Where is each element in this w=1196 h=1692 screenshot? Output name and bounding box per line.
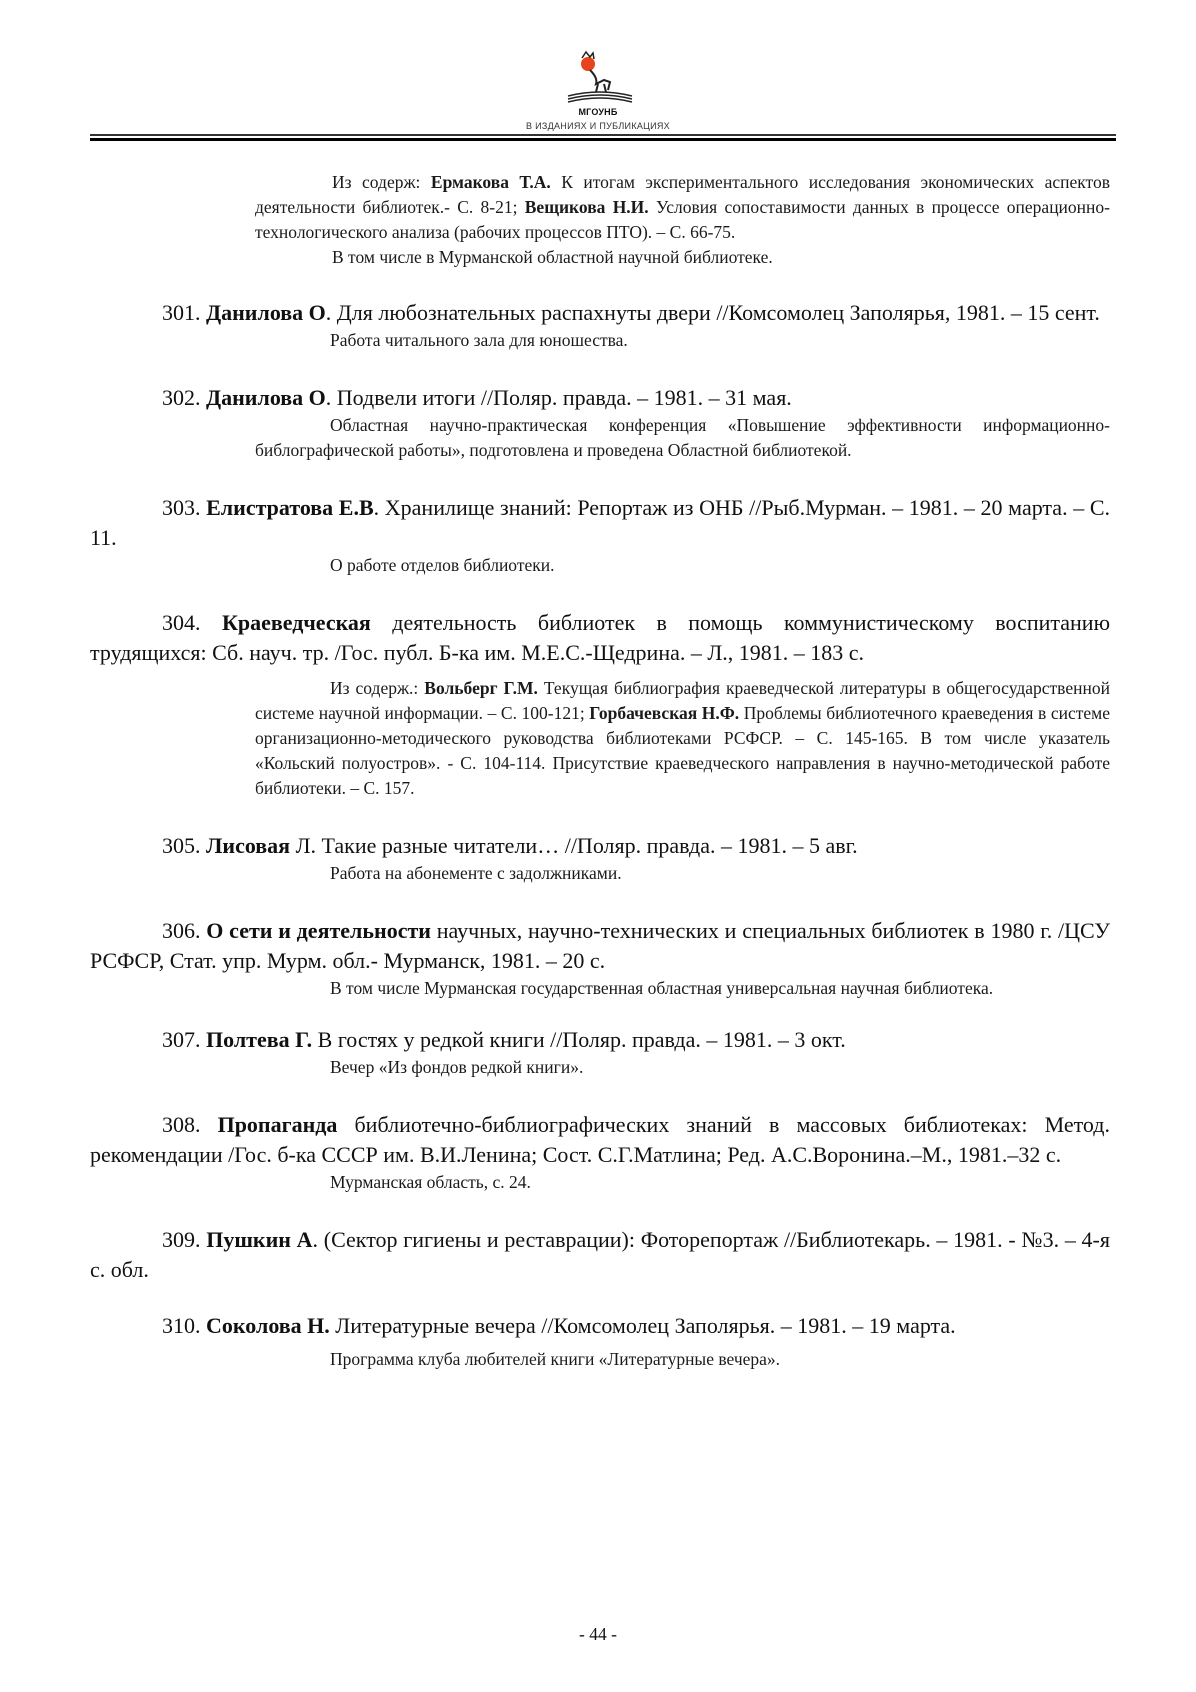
entry-text: деятельность библиотек в помощь коммунистическому воспитанию трудящихся: Сб. науч. тр. /Гос. публ. Б-ка им. М.Е.С.-Щедрина. – Л., 1981. – 183 с. [90,610,1111,665]
page-content [90,170,1110,1372]
bibliography-entry [90,831,1110,886]
bibliography-entry [90,298,1110,353]
entry-number: 307. [162,1027,201,1052]
entry-text: . Подвели итоги //Поляр. правда. – 1981. – 31 мая. [325,385,792,410]
entry-note: Областная научно-практическая конференция «Повышение эффективности информационно-библографической работы», подготовлена и проведена Областной библиотекой. [255,415,1110,460]
bibliography-entry [90,493,1110,578]
entry-number: 310. [162,1313,201,1338]
bibliography-entry [90,1225,1110,1285]
entry-text: Л. Такие разные читатели… //Поляр. правда. – 1981. – 5 авг. [290,833,858,858]
intro-note [255,170,1110,270]
library-logo-icon [560,48,640,108]
note-author: Горбачевская Н.Ф. [589,703,740,723]
bibliography-entry [90,608,1110,801]
bibliography-entry [90,916,1110,1001]
entry-text: библиотечно-библиографических знаний в массовых библиотеках: Метод. рекомендации /Гос. б-ка СССР им. В.И.Ленина; Сост. С.Г.Матлина; Ред. А.С.Воронина.–М., 1981.–32 с. [90,1112,1110,1167]
header-rule-thick [90,138,1116,141]
bibliography-entry [90,1311,1110,1372]
intro-note-line2: В том числе в Мурманской областной научной библиотеке. [332,247,773,267]
entry-number: 306. [162,918,201,943]
entry-author: Соколова Н. [206,1313,330,1338]
entry-note [255,676,1110,801]
note-text: Проблемы библиотечного краеведения в системе организационно-методического руководства библиотеками РСФСР. – С. 145-165. В том числе указатель «Кольский полуостров». - С. 104-114. Присутствие краеведческого направления в научно-методической работе библиотеки. – С. 157. [255,703,1110,798]
note-author: Вольберг Г.М. [424,678,538,698]
entry-text: . Для любознательных распахнуты двери //Комсомолец Заполярья, 1981. – 15 сент. [325,300,1100,325]
entry-note: В том числе Мурманская государственная областная универсальная научная библиотека. [330,978,994,998]
entry-text: . (Сектор гигиены и реставрации): Фоторепортаж //Библиотекарь. – 1981. - №3. – 4-я с. обл. [90,1227,1110,1282]
entry-author: О сети и деятельности [206,918,431,943]
bibliography-entry [90,1110,1110,1195]
note-author: Вещикова Н.И. [524,197,649,217]
entry-author: Пушкин А [206,1227,313,1252]
entry-author: Полтева Г. [206,1027,313,1052]
entry-note: Программа клуба любителей книги «Литературные вечера». [330,1349,781,1369]
page-header [0,0,1196,140]
note-text: Условия сопоставимости данных в процессе операционно-технологического анализа (рабочих процессов ПТО). – С. 66-75. [255,197,1110,242]
entry-author: Краеведческая [221,610,371,635]
entry-author: Лисовая [206,833,291,858]
header-rule [90,134,1116,136]
entry-number: 305. [162,833,201,858]
page-number: - 44 - [579,1624,617,1644]
note-prefix: Из содерж.: [330,678,425,698]
entry-author: Елистратова Е.В [206,495,374,520]
entry-number: 308. [162,1112,201,1137]
entry-number: 309. [162,1227,201,1252]
entry-number: 302. [162,385,201,410]
entry-text: Литературные вечера //Комсомолец Заполярья. – 1981. – 19 марта. [329,1313,956,1338]
bibliography-entry [90,1025,1110,1080]
entry-author: Пропаганда [217,1112,338,1137]
bibliography-entry [90,383,1110,463]
logo-text: МГОУНБ [578,107,618,117]
entry-text: научных, научно-технических и специальных библиотек в 1980 г. /ЦСУ РСФСР, Стат. упр. Мурм. обл.- Мурманск, 1981. – 20 с. [90,918,1110,973]
entry-author: Данилова О [206,385,326,410]
intro-note-text [255,170,1110,245]
entry-note: Работа на абонементе с задолжниками. [330,863,622,883]
entry-text: В гостях у редкой книги //Поляр. правда. – 1981. – 3 окт. [312,1027,846,1052]
note-author: Ермакова Т.А. [430,172,551,192]
note-prefix: Из содерж: [332,172,431,192]
entry-number: 301. [162,300,201,325]
entry-number: 304. [162,610,201,635]
entry-note: Мурманская область, с. 24. [330,1172,531,1192]
entry-number: 303. [162,495,201,520]
entry-note: О работе отделов библиотеки. [330,555,555,575]
entry-author: Данилова О [206,300,326,325]
entry-text: . Хранилище знаний: Репортаж из ОНБ //Рыб.Мурман. – 1981. – 20 марта. – С. 11. [90,495,1110,550]
entry-note: Вечер «Из фондов редкой книги». [330,1057,584,1077]
note-text: Текущая библиография краеведческой литературы в общегосударственной системе научной информации. – С. 100-121; [255,678,1110,723]
note-text: К итогам экспериментального исследования экономических аспектов деятельности библиотек.- С. 8-21; [255,172,1110,217]
header-tagline: В ИЗДАНИЯХ И ПУБЛИКАЦИЯХ [526,121,670,131]
entry-note: Работа читального зала для юношества. [330,330,628,350]
